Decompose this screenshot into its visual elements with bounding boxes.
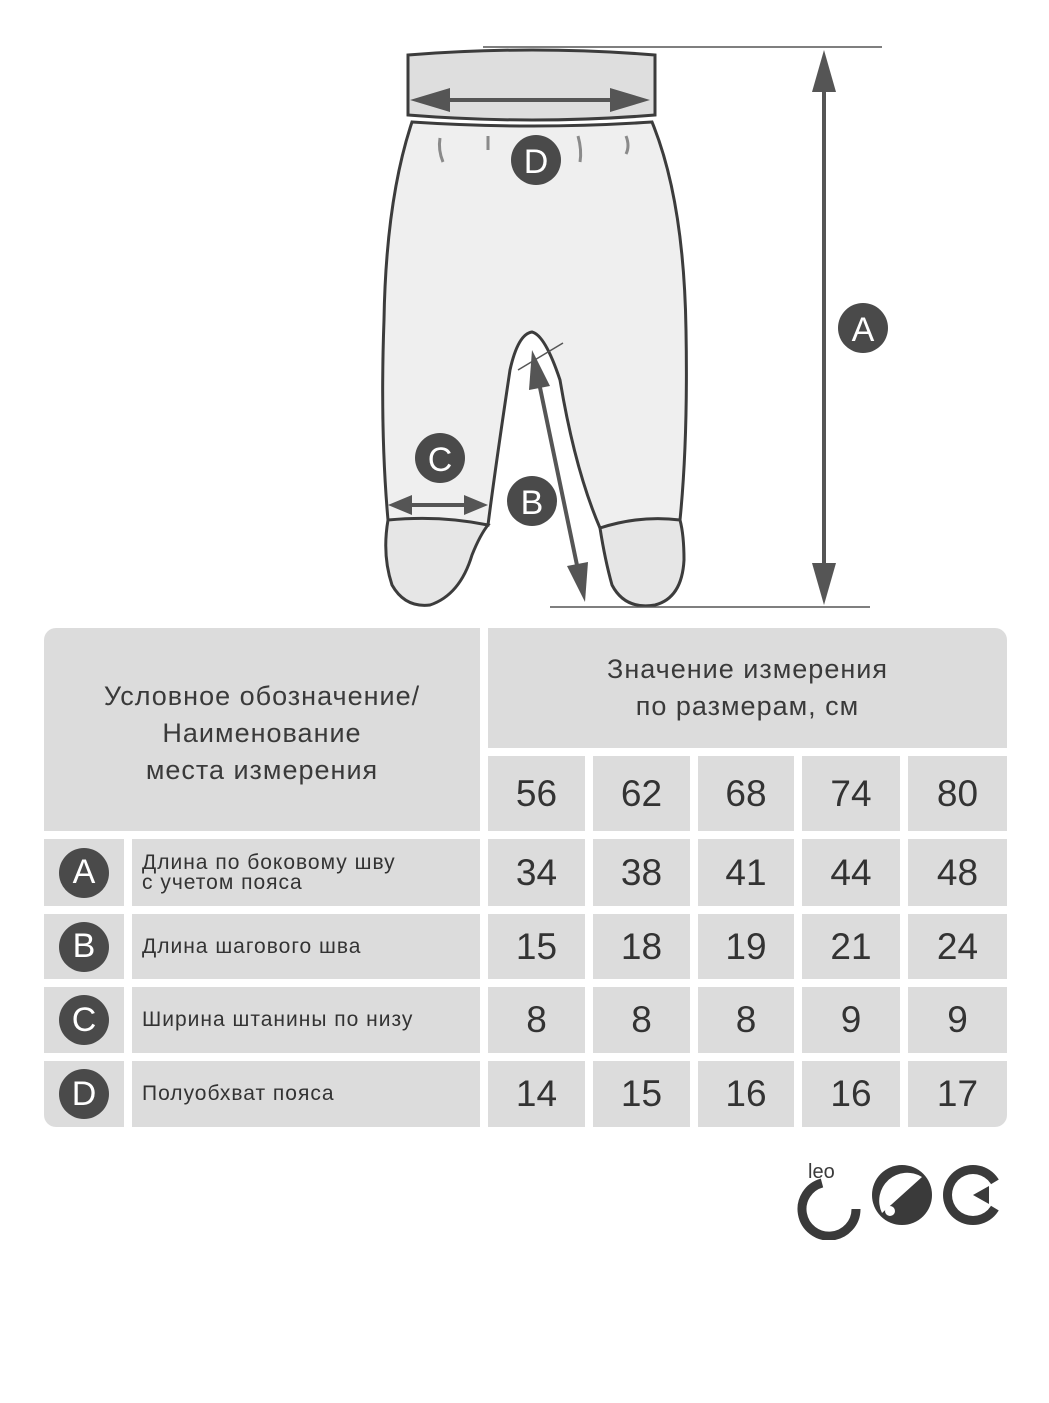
marker-a (838, 303, 888, 353)
size-header: 56 (488, 756, 585, 831)
size-header: 74 (802, 756, 900, 831)
row-name-cell (132, 914, 480, 979)
row-name-cell (132, 839, 480, 906)
header-left-line: Условное обозначение/ (103, 681, 421, 711)
brand-logo (790, 1155, 1015, 1240)
right-foot (600, 519, 684, 606)
marker-d (511, 135, 561, 185)
value-cell: 38 (593, 839, 690, 906)
row-name-cell (132, 1061, 480, 1127)
value-cell: 9 (802, 987, 900, 1053)
row-name-line: с учетом пояса (142, 870, 303, 894)
header-right-line: Значение измерения (607, 654, 888, 684)
row-name-cell (132, 987, 480, 1053)
row-name-line: Длина по боковому шву (142, 850, 396, 874)
row-name-line: Ширина штанины по низу (142, 1008, 414, 1031)
code-badge-a: A (59, 848, 109, 898)
svg-text:D: D (523, 143, 549, 181)
value-cell: 15 (593, 1061, 690, 1127)
header-measurement-values (488, 628, 1007, 748)
code-badge-d: D (59, 1069, 109, 1119)
header-left-line: места измерения (145, 755, 379, 785)
code-badge-c: C (59, 995, 109, 1045)
svg-text:C: C (427, 441, 453, 479)
value-cell: 14 (488, 1061, 585, 1127)
value-cell: 17 (908, 1061, 1007, 1127)
value-cell: 18 (593, 914, 690, 979)
size-header: 68 (698, 756, 794, 831)
logo-c-icon (802, 1183, 856, 1236)
value-cell: 19 (698, 914, 794, 979)
value-cell: 8 (698, 987, 794, 1053)
value-cell: 9 (908, 987, 1007, 1053)
code-badge-b: B (59, 922, 109, 972)
value-cell: 8 (488, 987, 585, 1053)
logo-c2-icon (943, 1165, 1003, 1225)
marker-c (415, 433, 465, 483)
value-cell: 16 (698, 1061, 794, 1127)
svg-text:A: A (851, 311, 875, 349)
row-name-line: Длина шагового шва (142, 934, 362, 958)
value-cell: 21 (802, 914, 900, 979)
value-cell: 41 (698, 839, 794, 906)
value-cell: 15 (488, 914, 585, 979)
row-code-cell (44, 1061, 124, 1127)
value-cell: 34 (488, 839, 585, 906)
size-header: 62 (593, 756, 690, 831)
header-measurement-name (44, 628, 480, 831)
header-right-line: по размерам, см (635, 691, 860, 721)
svg-text:B: B (520, 484, 544, 522)
measurement-diagram (0, 0, 1049, 620)
row-code-cell (44, 839, 124, 906)
logo-text: leo (808, 1161, 835, 1183)
header-left-line: Наименование (162, 718, 362, 748)
value-cell: 16 (802, 1061, 900, 1127)
logo-o-icon (872, 1165, 932, 1225)
marker-b (507, 476, 557, 526)
row-name-line: Полуобхват пояса (142, 1082, 335, 1105)
left-foot (386, 518, 488, 605)
row-code-cell (44, 914, 124, 979)
value-cell: 8 (593, 987, 690, 1053)
value-cell: 24 (908, 914, 1007, 979)
value-cell: 48 (908, 839, 1007, 906)
row-code-cell (44, 987, 124, 1053)
arrow-a (812, 50, 836, 605)
size-header: 80 (908, 756, 1007, 831)
value-cell: 44 (802, 839, 900, 906)
